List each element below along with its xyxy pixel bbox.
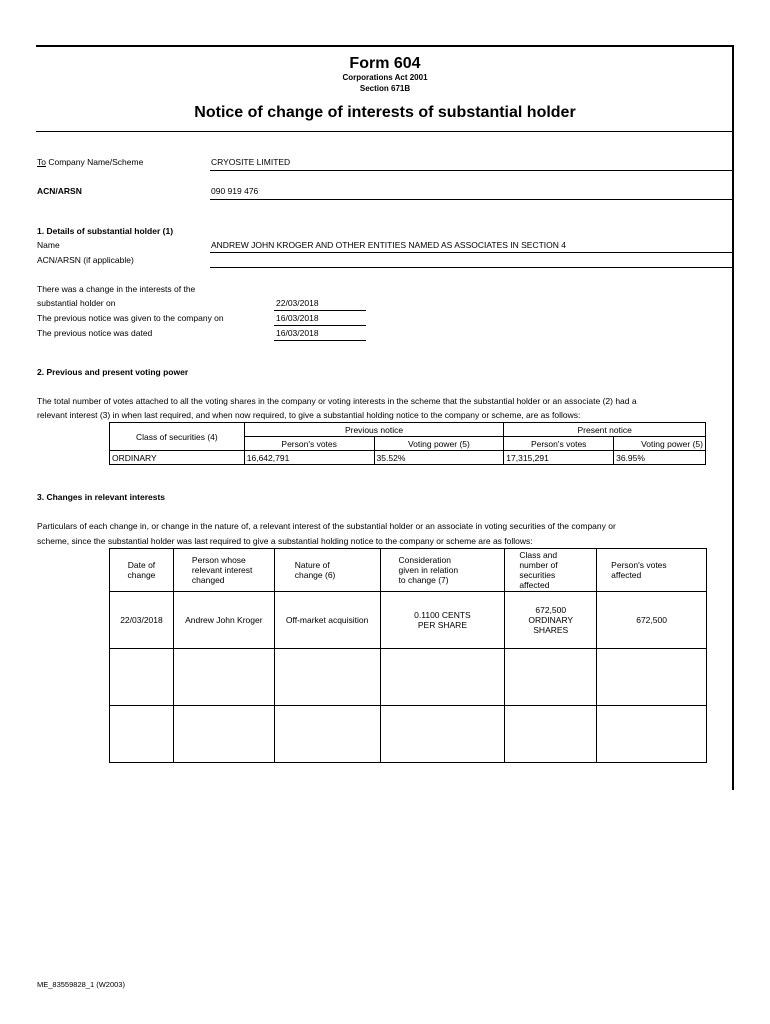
to-prefix: To [37,157,46,167]
changes-table [109,548,707,763]
page-border-right [732,45,734,790]
section1-title: 1. Details of substantial holder (1) [37,226,174,236]
votes-cell: 672,500 [597,592,707,649]
voting-power-table [109,422,706,465]
to-label-rest: Company Name/Scheme [48,157,144,167]
acn-line [210,199,734,200]
nature-header-line2: change (6) [294,570,336,580]
change-date-line [274,310,366,311]
nature-header-line1: Nature of [294,560,330,570]
pres-power-header: Voting power (5) [614,437,706,451]
class-cell [505,592,597,649]
class-header-line2: number of [519,560,558,570]
table-header-row [110,549,707,592]
consideration-header [380,549,505,592]
prev-dated-date: 16/03/2018 [276,328,319,338]
class-line3: SHARES [533,625,569,635]
page-title: Notice of change of interests of substantial holder [194,104,576,121]
act-name: Corporations Act 2001 [342,73,428,82]
holder-acn-line [210,267,734,268]
prev-votes-header: Person's votes [244,437,374,451]
table-row [110,592,707,649]
section-number: Section 671B [359,84,411,93]
section3-title: 3. Changes in relevant interests [37,492,166,502]
pres-votes-header: Person's votes [504,437,614,451]
consideration-line1: 0.1100 CENTS [414,610,471,620]
acn-value: 090 919 476 [211,186,259,196]
holder-acn-label: ACN/ARSN (if applicable) [37,255,134,265]
acn-label: ACN/ARSN [37,186,82,196]
header-border-top [36,45,734,47]
class-line2: ORDINARY [528,615,574,625]
class-header-line1: Class and [519,550,558,560]
votes-header-line1: Person's votes [611,560,667,570]
prev-power-header: Voting power (5) [374,437,504,451]
present-notice-header: Present notice [504,423,706,437]
change-label-line2: substantial holder on [37,298,116,308]
person-header-line2: relevant interest [191,565,253,575]
consideration-line2: PER SHARE [417,620,467,630]
date-cell: 22/03/2018 [110,592,174,649]
prev-power-cell: 35.52% [374,451,504,465]
class-header-line4: affected [519,580,550,590]
section2-title: 2. Previous and present voting power [37,367,189,377]
prev-votes-cell: 16,642,791 [244,451,374,465]
table-row-empty [110,649,707,706]
votes-header-line2: affected [611,570,642,580]
person-cell: Andrew John Kroger [173,592,274,649]
change-label-line1: There was a change in the interests of the [37,284,196,294]
prev-given-line [274,325,366,326]
name-label: Name [37,240,60,250]
consideration-header-line3: to change (7) [398,575,449,585]
previous-notice-header: Previous notice [244,423,504,437]
to-label [37,157,143,167]
form-number: Form 604 [349,55,421,72]
class-cell: ORDINARY [110,451,245,465]
date-header [110,549,174,592]
company-name-value: CRYOSITE LIMITED [211,157,291,167]
class-header-line3: securities [519,570,556,580]
class-line1: 672,500 [535,605,567,615]
holder-name-value: ANDREW JOHN KROGER AND OTHER ENTITIES NAMED AS ASSOCIATES IN SECTION 4 [211,240,567,250]
document-reference: ME_83559828_1 (W2003) [37,980,125,989]
class-header: Class of securities (4) [110,423,245,451]
class-header [505,549,597,592]
person-header-line1: Person whose [191,555,246,565]
prev-dated-line [274,340,366,341]
consideration-header-line1: Consideration [398,555,451,565]
section3-para-line2: scheme, since the substantial holder was last required to give a substantial holding notice to the company or scheme are as follows: [37,536,533,546]
pres-power-cell: 36.95% [614,451,706,465]
consideration-cell [380,592,505,649]
nature-cell: Off-market acquisition [274,592,380,649]
company-name-line [210,170,734,171]
consideration-header-line2: given in relation [398,565,459,575]
section3-para-line1: Particulars of each change in, or change in the nature of, a relevant interest of the substantial holder or an associate in voting securities of the company or [37,521,616,531]
section2-para-line1: The total number of votes attached to all the voting shares in the company or voting interests in the scheme that the substantial holder or an associate (2) had a [37,396,637,406]
change-date: 22/03/2018 [276,298,319,308]
header-divider [36,131,734,132]
holder-name-line [210,252,734,253]
section2-para-line2: relevant interest (3) in when last required, and when now required, to give a substantial holding notice to the company or scheme, are as follows: [37,410,581,420]
person-header [173,549,274,592]
prev-given-label: The previous notice was given to the company on [37,313,224,323]
table-row-empty [110,706,707,763]
pres-votes-cell: 17,315,291 [504,451,614,465]
votes-header [597,549,707,592]
nature-header [274,549,380,592]
prev-given-date: 16/03/2018 [276,313,319,323]
table-row [110,451,706,465]
date-header-line1: Date of [127,560,156,570]
prev-dated-label: The previous notice was dated [37,328,153,338]
person-header-line3: changed [191,575,225,585]
date-header-line2: change [127,570,156,580]
table-header-row [110,423,706,437]
